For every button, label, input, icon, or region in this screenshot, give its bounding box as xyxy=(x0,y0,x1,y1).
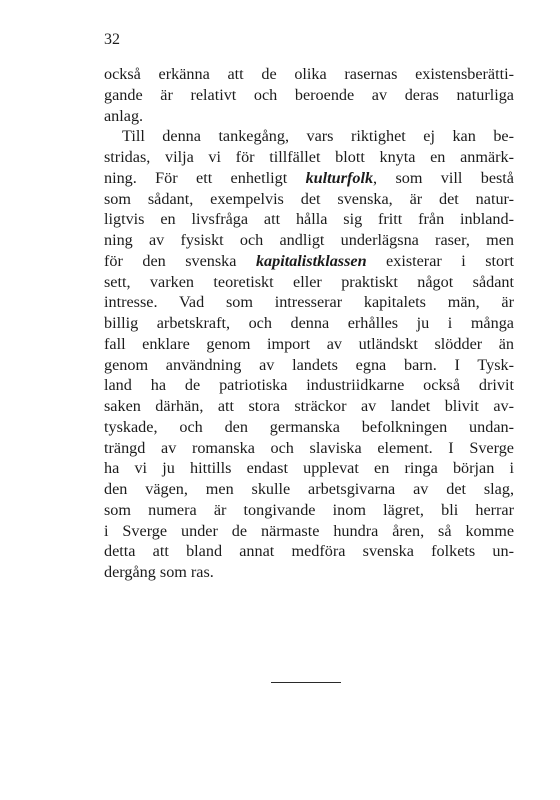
text-line: som sådant, exempelvis det svenska, är det natur- xyxy=(104,189,514,208)
text-line: för den svenska kapitalistklassen existerar i stort xyxy=(104,251,515,270)
text-line: tyskade, och den germanska befolkningen undan- xyxy=(104,417,514,436)
text-line: ning. För ett enhetligt kulturfolk, som vill bestå xyxy=(104,168,514,187)
text-line: också erkänna att de olika rasernas existensberätti- xyxy=(104,65,514,83)
text-line: sett, varken teoretiskt eller praktiskt något sådant xyxy=(104,272,514,291)
text-line: fall enklare genom import av utländskt slödder än xyxy=(104,334,514,353)
section-divider xyxy=(271,682,341,683)
text-line: ha vi ju hittills endast upplevat en ringa början i xyxy=(104,459,514,478)
body-text xyxy=(104,64,514,583)
text-line: ning av fysiskt och andligt underlägsna raser, men xyxy=(104,231,514,249)
page-number: 32 xyxy=(104,31,120,48)
text-line: gande är relativt och beroende av deras naturliga xyxy=(104,85,514,104)
text-line: i Sverge under de närmaste hundra åren, så komme xyxy=(104,521,514,540)
text-line: stridas, vilja vi för tillfället blott knyta en anmärk- xyxy=(104,148,514,166)
text-line: som numera är tongivande inom lägret, bli herrar xyxy=(104,500,514,519)
text-line: Till denna tankegång, vars riktighet ej kan be- xyxy=(122,127,514,146)
emphasis-term: kapitalistklassen xyxy=(255,251,367,270)
emphasis-term: kulturfolk xyxy=(305,168,374,187)
text-line: genom användning av landets egna barn. I Tysk- xyxy=(104,355,514,374)
text-line: trängd av romanska och slaviska element. I Sverge xyxy=(104,438,514,457)
text-line: dergång som ras. xyxy=(104,563,214,581)
text-line: billig arbetskraft, och denna erhålles ju i många xyxy=(104,314,514,332)
text-line: land ha de patriotiska industriidkarne också drivit xyxy=(104,376,514,395)
text-line: den vägen, men skulle arbetsgivarna av det slag, xyxy=(104,480,514,498)
text-line: detta att bland annat medföra svenska folkets un- xyxy=(104,542,514,561)
text-line: ligtvis en livsfråga att hålla sig fritt från inbland- xyxy=(104,210,514,229)
text-line: intresse. Vad som intresserar kapitalets män, är xyxy=(104,293,514,312)
text-line: anlag. xyxy=(104,106,144,125)
text-line: saken därhän, att stora sträckor av landet blivit av- xyxy=(104,397,514,415)
